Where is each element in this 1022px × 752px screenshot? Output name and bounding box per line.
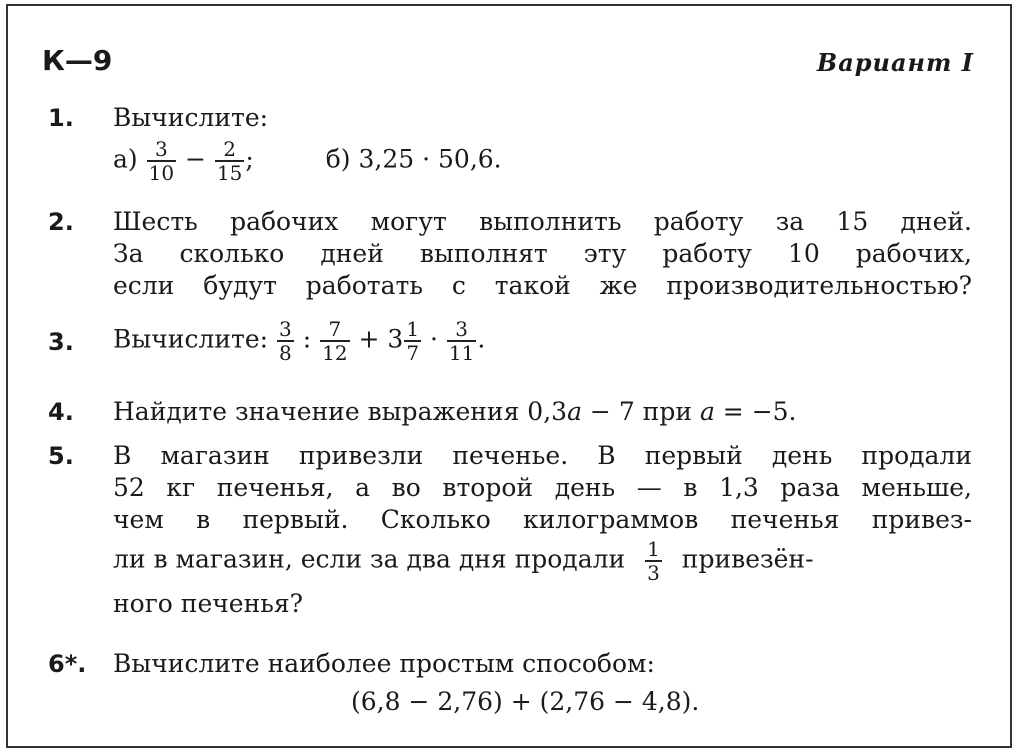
- task-1-title: Вычислите:: [113, 103, 269, 132]
- task-6-title: Вычислите наиболее простым способом:: [113, 649, 655, 678]
- task-6-expression: (6,8 − 2,76) + (2,76 − 4,8).: [351, 687, 700, 716]
- task-5-line: ного печенья?: [113, 589, 304, 618]
- task-5-line: 52 кг печенья, а во второй день — в 1,3 раза меньше,: [113, 473, 972, 502]
- part-b-label: б): [325, 144, 351, 174]
- task-4-text: Найдите значение выражения 0,3a − 7 при a = −5.: [113, 397, 797, 426]
- fraction: $\frac{7}{12}$: [322, 317, 348, 365]
- task-5-line: В магазин привезли печенье. В первый день продали: [113, 441, 972, 470]
- variable-a: a: [567, 397, 582, 426]
- task-number: 5.: [48, 442, 74, 470]
- fraction: $\frac{3}{11}$: [448, 317, 475, 365]
- task-3-expression: Вычислите: $\frac{3}{8}$ : $\frac{7}{12}$ + 3 $\frac{1}{7}$ · $\frac{3}{11}$ .: [113, 317, 486, 365]
- fraction: $\frac{1}{7}$: [406, 317, 420, 365]
- part-a-label: а): [113, 144, 138, 174]
- task-2-line: если будут работать с такой же производительностью?: [113, 271, 972, 300]
- task-3-title: Вычислите:: [113, 324, 269, 354]
- part-b-expression: 3,25 · 50,6.: [358, 144, 502, 174]
- task-5: [48, 440, 972, 630]
- variant-label: Вариант I: [816, 48, 974, 77]
- task-number: 2.: [48, 208, 74, 236]
- task-2-line: За сколько дней выполнят эту работу 10 рабочих,: [113, 239, 972, 268]
- variable-a: a: [699, 397, 715, 426]
- header: [42, 44, 974, 84]
- task-number: 3.: [48, 328, 74, 356]
- fraction: $\frac{3}{8}$: [279, 317, 292, 365]
- fraction: $\frac{2}{15}$: [216, 137, 243, 185]
- task-6: [48, 648, 972, 724]
- task-2: [48, 206, 972, 306]
- task-number: 6*.: [48, 650, 87, 678]
- task-number: 1.: [48, 104, 74, 132]
- worksheet-page: [6, 4, 1012, 748]
- test-code: К—9: [42, 44, 113, 77]
- task-4: [48, 396, 972, 432]
- task-3: [48, 318, 972, 378]
- fraction: $\frac{3}{10}$: [148, 137, 175, 185]
- task-1: [48, 102, 972, 194]
- task-1-parts: а) $\frac{3}{10}$ − $\frac{2}{15}$ ; б) 3,25 · 50,6.: [113, 137, 502, 185]
- task-5-line: ли в магазин, если за два дня продали $\frac{1}{3}$ привезён-: [113, 537, 814, 585]
- task-5-line: чем в первый. Сколько килограммов печенья привез-: [113, 505, 972, 534]
- minus-sign: −: [185, 144, 206, 174]
- task-number: 4.: [48, 398, 74, 426]
- task-2-line: Шесть рабочих могут выполнить работу за 15 дней.: [113, 207, 972, 236]
- fraction: $\frac{1}{3}$: [647, 537, 660, 585]
